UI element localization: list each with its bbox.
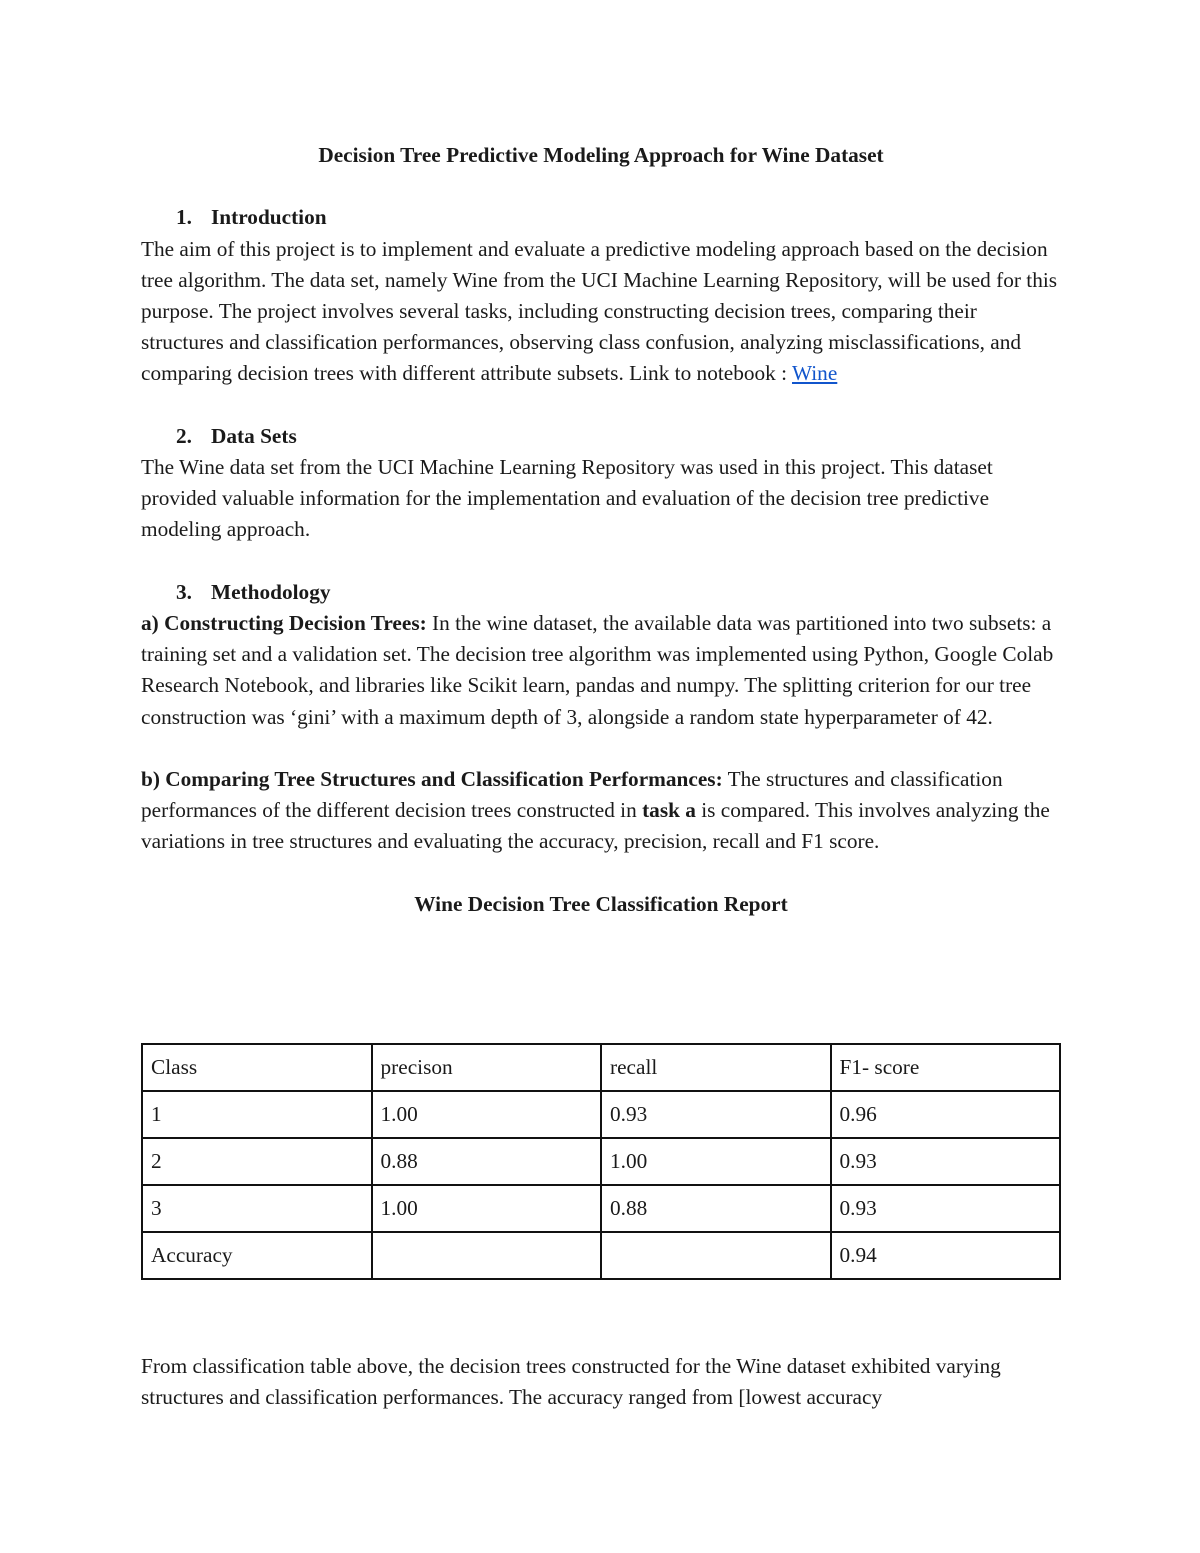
table-cell: 1.00 [372,1185,602,1232]
table-header-cell: F1- score [831,1044,1061,1091]
section-title: Data Sets [211,423,297,448]
spacer [141,390,1061,421]
spacer [141,858,1061,889]
table-cell: Accuracy [142,1232,372,1279]
table-cell: 0.88 [372,1138,602,1185]
section-heading-data-sets [141,421,1061,452]
methodology-a-text: In the wine dataset, the available data was partitioned into two subsets: a training set and a validation set. The decision tree algorithm was implemented using Python, Google Colab Research Notebook, and libraries like Scikit learn, pandas and numpy. The splitting criterion for our tree construction was ‘gini’ with a maximum depth of 3, alongside a random state hyperparameter of 42. [141,611,1054,729]
methodology-b-bold: task a [642,798,696,823]
table-title: Wine Decision Tree Classification Report [414,891,788,916]
table-cell: 0.96 [831,1091,1061,1138]
table-cell [601,1232,831,1279]
table-header-cell: recall [601,1044,831,1091]
table-cell: 1.00 [601,1138,831,1185]
table-cell: 1 [142,1091,372,1138]
section-title: Introduction [211,205,327,230]
table-header-cell: precison [372,1044,602,1091]
methodology-b-paragraph [141,764,1061,858]
table-cell: 2 [142,1138,372,1185]
spacer [141,171,1061,202]
table-cell: 0.93 [601,1091,831,1138]
data-sets-paragraph: The Wine data set from the UCI Machine Learning Repository was used in this project. This dataset provided valuable information for the implementation and evaluation of the decision tree predictive modeling approach. [141,455,993,542]
table-cell: 0.94 [831,1232,1061,1279]
document-title: Decision Tree Predictive Modeling Approach for Wine Dataset [318,143,884,167]
section-number: 2. [176,423,192,448]
notebook-link[interactable]: Wine [792,361,838,386]
table-row [142,1091,1060,1138]
methodology-b-label: b) Comparing Tree Structures and Classification Performances: [141,767,723,791]
spacer [141,733,1061,764]
section-title: Methodology [211,579,331,604]
methodology-a-paragraph [141,608,1061,733]
table-row [142,1138,1060,1185]
methodology-b-text-2: is compared. This involves analyzing the variations in tree structures and evaluating the accuracy, precision, recall and F1 score. [141,798,1050,854]
table-header-row [142,1044,1060,1091]
table-cell: 3 [142,1185,372,1232]
section-number: 3. [176,579,192,604]
table-cell: 1.00 [372,1091,602,1138]
table-cell [372,1232,602,1279]
table-header-cell: Class [142,1044,372,1091]
document-page [141,140,1061,1410]
methodology-b-text-1: The structures and classification performances of the different decision trees constructed in [141,767,1003,823]
table-cell: 0.93 [831,1138,1061,1185]
introduction-text: The aim of this project is to implement and evaluate a predictive modeling approach based on the decision tree algorithm. The data set, namely Wine from the UCI Machine Learning Repository, will be used for this purpose. The project involves several tasks, including constructing decision trees, comparing their structures and classification performances, observing class confusion, analyzing misclassifications, and comparing decision trees with different attribute subsets. Link to notebook : [141,236,1058,386]
closing-paragraph: From classification table above, the decision trees constructed for the Wine dataset exhibited varying structures and classification performances. The accuracy ranged from [lowest accuracy [141,1354,1001,1410]
section-number: 1. [176,205,192,230]
table-row [142,1185,1060,1232]
methodology-a-label: a) Constructing Decision Trees: [141,611,427,635]
spacer [141,546,1061,577]
section-heading-introduction [141,202,1061,233]
section-heading-methodology [141,577,1061,608]
classification-report-table [141,1043,1061,1280]
table-cell: 0.88 [601,1185,831,1232]
table-row [142,1232,1060,1279]
introduction-paragraph [141,234,1061,390]
table-cell: 0.93 [831,1185,1061,1232]
